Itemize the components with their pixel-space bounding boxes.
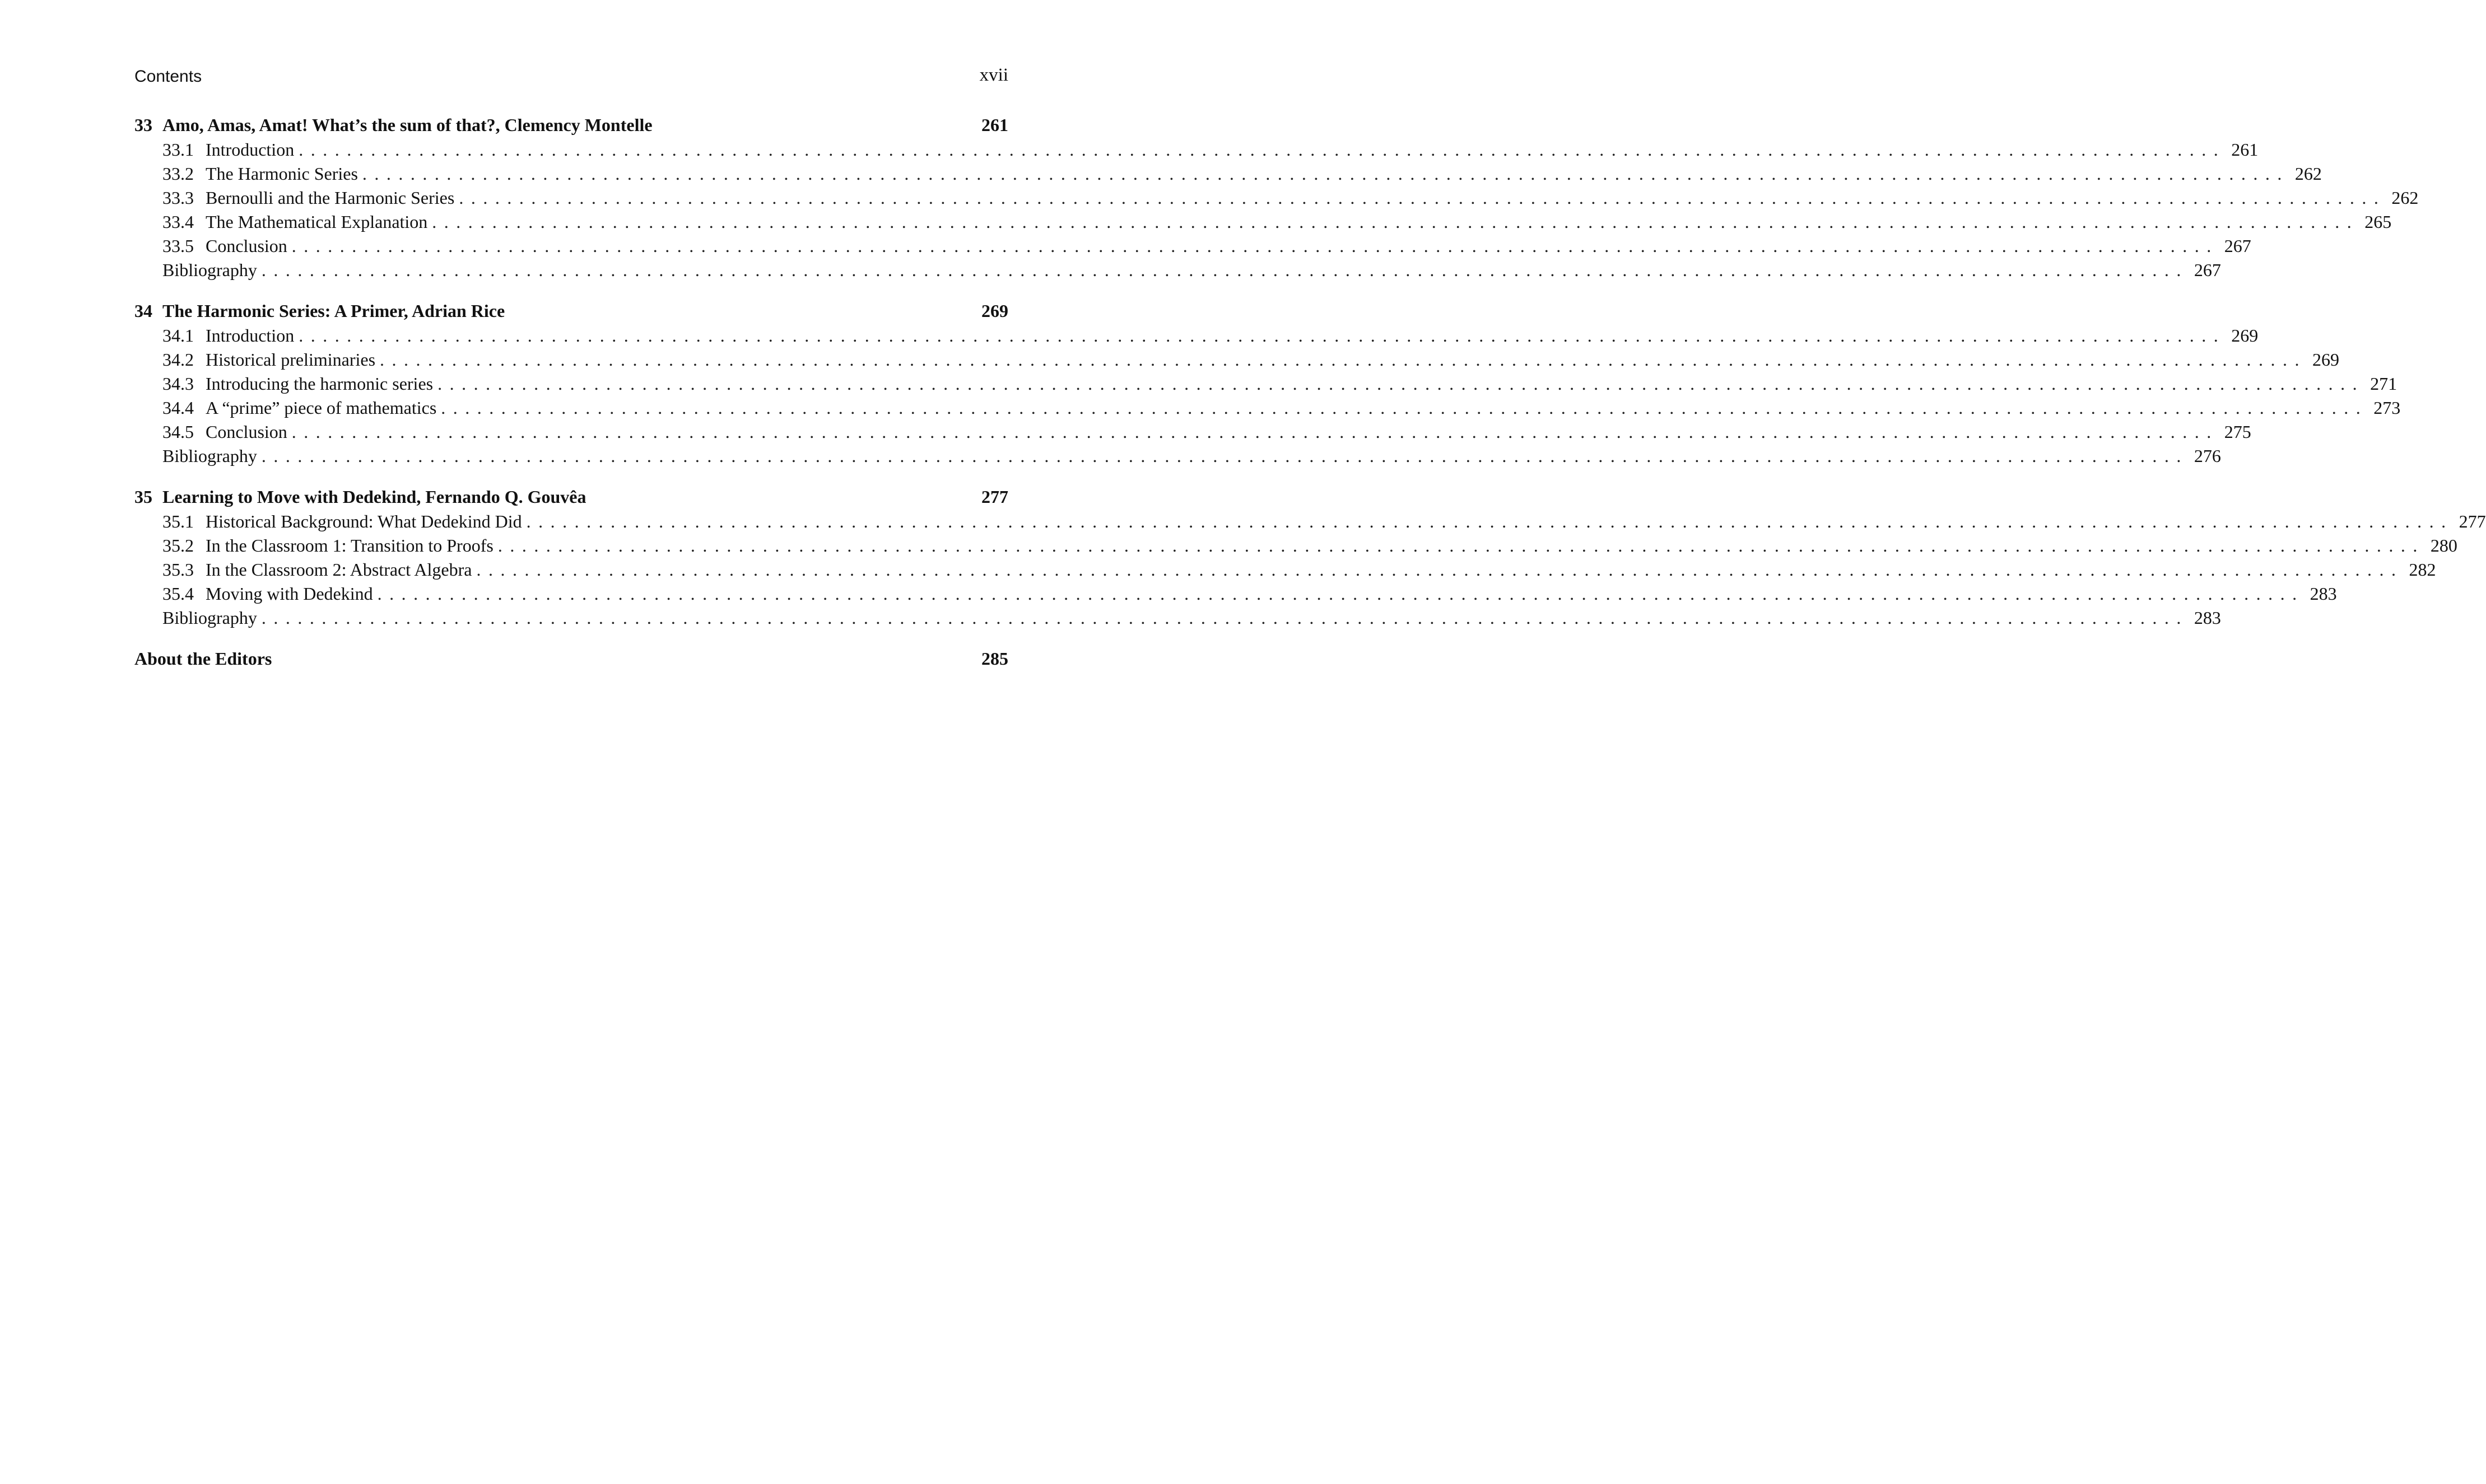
dot-leader: ................................................................................................................................................................: [459, 188, 2386, 208]
back-matter-page: 285: [981, 648, 1008, 669]
dot-leader: ................................................................................................................................................................: [526, 511, 2454, 531]
page-number: xvii: [979, 65, 1008, 85]
toc-chapter: [134, 301, 2401, 470]
section-page: 282: [2409, 559, 2436, 580]
table-of-contents: [134, 115, 2486, 673]
dot-leader: ................................................................................................................................................................: [261, 608, 2189, 628]
section-title: Introducing the harmonic series: [206, 374, 434, 394]
chapter-entry[interactable]: [134, 487, 1008, 511]
section-entry[interactable]: [134, 188, 2419, 212]
section-entry[interactable]: [134, 446, 2221, 470]
section-number: 34.4: [162, 398, 194, 418]
section-title: Historical Background: What Dedekind Did: [206, 511, 522, 531]
dot-leader: ................................................................................................................................................................: [432, 212, 2359, 232]
dot-leader: ................................................................................................................................................................: [299, 139, 2226, 160]
section-entry[interactable]: [134, 608, 2221, 632]
section-title: Moving with Dedekind: [206, 584, 373, 604]
section-entry[interactable]: [134, 236, 2251, 260]
section-title: The Mathematical Explanation: [206, 212, 428, 232]
chapter-number: 34: [134, 301, 152, 321]
section-title: In the Classroom 2: Abstract Algebra: [206, 559, 472, 580]
dot-leader: ................................................................................................................................................................: [497, 535, 2425, 556]
section-number: 34.1: [162, 325, 194, 346]
section-page: 271: [2370, 374, 2397, 394]
section-title: Introduction: [206, 139, 295, 160]
section-number: 35.2: [162, 535, 194, 556]
section-number: 33.3: [162, 188, 194, 208]
section-page: 269: [2231, 325, 2259, 346]
section-title: Historical preliminaries: [206, 349, 376, 370]
section-page: 262: [2391, 188, 2419, 208]
section-entry[interactable]: [134, 422, 2251, 446]
dot-leader: ................................................................................................................................................................: [291, 422, 2219, 442]
back-matter-title: About the Editors: [134, 648, 272, 669]
section-entry[interactable]: [134, 139, 2259, 164]
section-entry[interactable]: [134, 164, 2322, 188]
toc-chapter: [134, 115, 2419, 284]
section-title: Conclusion: [206, 236, 287, 256]
chapter-number: 35: [134, 487, 152, 507]
chapter-page: 277: [981, 487, 1008, 507]
section-page: 267: [2194, 260, 2221, 280]
section-page: 265: [2364, 212, 2392, 232]
section-number: 34.5: [162, 422, 194, 442]
chapter-title: Amo, Amas, Amat! What’s the sum of that?, Clemency Montelle: [162, 115, 653, 135]
section-title: Bibliography: [162, 608, 257, 628]
toc-back-matter: [134, 648, 1008, 673]
dot-leader: ................................................................................................................................................................: [261, 446, 2189, 466]
dot-leader: ................................................................................................................................................................: [362, 164, 2289, 184]
section-title: Introduction: [206, 325, 295, 346]
section-title: In the Classroom 1: Transition to Proofs: [206, 535, 494, 556]
section-entry[interactable]: [134, 349, 2340, 374]
section-page: 280: [2430, 535, 2457, 556]
section-page: 261: [2231, 139, 2259, 160]
chapter-page: 269: [981, 301, 1008, 321]
section-entry[interactable]: [134, 398, 2401, 422]
section-number: 35.3: [162, 559, 194, 580]
dot-leader: ................................................................................................................................................................: [380, 349, 2307, 370]
dot-leader: ................................................................................................................................................................: [299, 325, 2226, 346]
section-entry[interactable]: [134, 559, 2436, 584]
section-title: Conclusion: [206, 422, 287, 442]
chapter-entry[interactable]: [134, 301, 1008, 325]
dot-leader: ................................................................................................................................................................: [261, 260, 2189, 280]
section-number: 34.3: [162, 374, 194, 394]
dot-leader: ................................................................................................................................................................: [291, 236, 2219, 256]
section-entry[interactable]: [134, 260, 2221, 284]
chapter-entry[interactable]: [134, 115, 1008, 139]
chapter-number: 33: [134, 115, 152, 135]
section-page: 273: [2373, 398, 2401, 418]
section-entry[interactable]: [134, 511, 2486, 535]
dot-leader: ................................................................................................................................................................: [476, 559, 2404, 580]
section-number: 33.2: [162, 164, 194, 184]
section-number: 33.1: [162, 139, 194, 160]
section-number: 33.5: [162, 236, 194, 256]
section-page: 277: [2459, 511, 2486, 531]
section-number: 35.1: [162, 511, 194, 531]
chapter-title: The Harmonic Series: A Primer, Adrian Rice: [162, 301, 505, 321]
section-number: 33.4: [162, 212, 194, 232]
section-page: 267: [2224, 236, 2251, 256]
section-entry[interactable]: [134, 374, 2397, 398]
section-title: The Harmonic Series: [206, 164, 358, 184]
section-entry[interactable]: [134, 584, 2337, 608]
running-header: [134, 63, 1008, 91]
dot-leader: ................................................................................................................................................................: [377, 584, 2305, 604]
section-number: 34.2: [162, 349, 194, 370]
section-title: A “prime” piece of mathematics: [206, 398, 437, 418]
section-number: 35.4: [162, 584, 194, 604]
section-entry[interactable]: [134, 212, 2392, 236]
document-page: [134, 0, 2486, 1484]
dot-leader: ................................................................................................................................................................: [437, 374, 2365, 394]
section-title: Bibliography: [162, 260, 257, 280]
section-title: Bernoulli and the Harmonic Series: [206, 188, 455, 208]
section-title: Bibliography: [162, 446, 257, 466]
chapter-title: Learning to Move with Dedekind, Fernando Q. Gouvêa: [162, 487, 586, 507]
section-page: 275: [2224, 422, 2251, 442]
section-entry[interactable]: [134, 325, 2259, 349]
section-page: 283: [2194, 608, 2221, 628]
section-page: 283: [2310, 584, 2337, 604]
section-page: 269: [2312, 349, 2340, 370]
running-header-title: Contents: [134, 67, 202, 86]
section-page: 262: [2294, 164, 2322, 184]
chapter-page: 261: [981, 115, 1008, 135]
section-entry[interactable]: [134, 535, 2457, 559]
section-page: 276: [2194, 446, 2221, 466]
dot-leader: ................................................................................................................................................................: [441, 398, 2368, 418]
back-matter-entry[interactable]: [134, 648, 1008, 673]
toc-chapter: [134, 487, 2486, 632]
